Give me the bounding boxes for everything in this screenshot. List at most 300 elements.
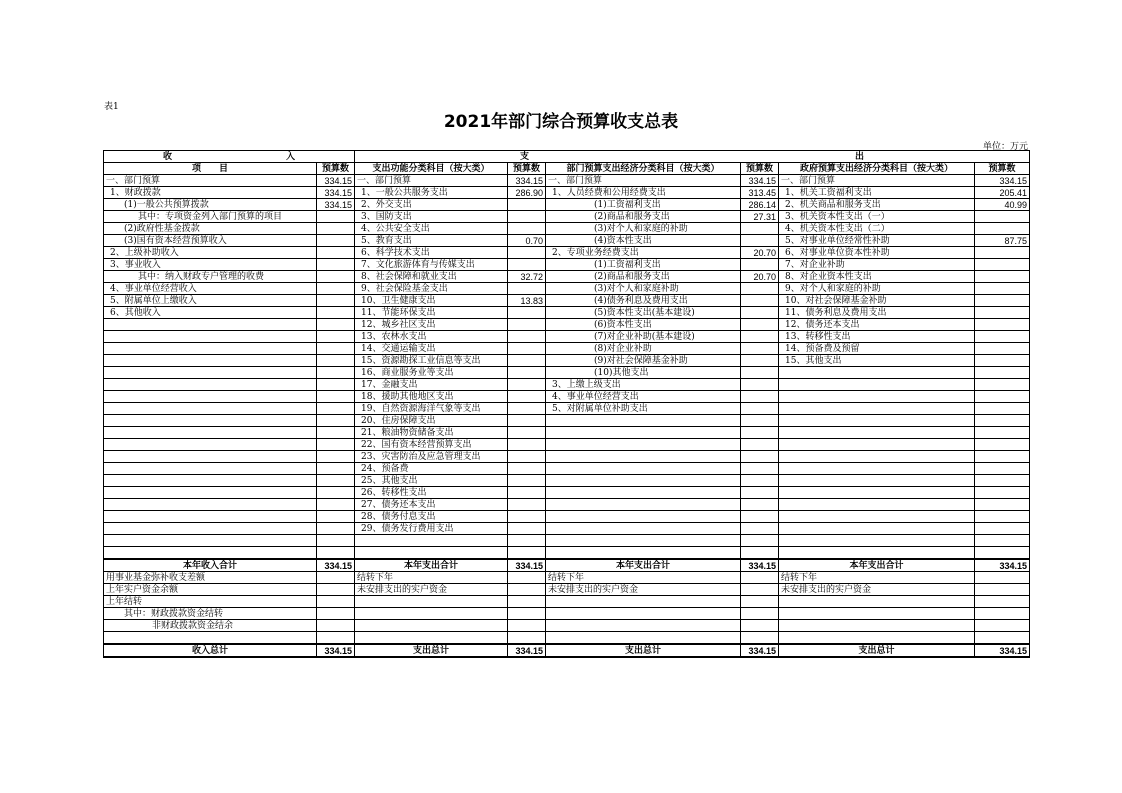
category-cell [104, 463, 317, 475]
budget-amount-cell [741, 307, 779, 319]
budget-amount-cell [317, 596, 355, 608]
category-cell: 结转下年 [355, 572, 508, 584]
category-cell: 19、自然资源海洋气象等支出 [355, 403, 508, 415]
table-row [104, 211, 1030, 223]
budget-amount-cell [317, 632, 355, 645]
table-row [104, 511, 1030, 523]
category-cell: 4、事业单位经营支出 [546, 391, 741, 403]
table-row [104, 620, 1030, 632]
budget-amount-cell [508, 439, 546, 451]
income-group-char-1: 收 [162, 151, 172, 162]
table-row [104, 584, 1030, 596]
category-cell: 10、对社会保障基金补助 [779, 295, 975, 307]
category-cell: 支出总计 [779, 644, 975, 657]
table-body [104, 175, 1030, 658]
budget-amount-cell: 334.15 [741, 644, 779, 657]
category-cell: 结转下年 [546, 572, 741, 584]
budget-amount-cell [741, 499, 779, 511]
category-cell: 15、资源勘探工业信息等支出 [355, 355, 508, 367]
budget-amount-cell [317, 343, 355, 355]
category-cell: (9)对社会保障基金补助 [546, 355, 741, 367]
budget-amount-cell [508, 343, 546, 355]
budget-amount-cell [975, 295, 1030, 307]
budget-amount-cell [975, 367, 1030, 379]
category-cell [104, 535, 317, 547]
category-cell [104, 343, 317, 355]
budget-amount-cell [741, 283, 779, 295]
category-cell: (2)商品和服务支出 [546, 211, 741, 223]
table-label: 表1 [104, 102, 119, 112]
category-cell: (1)工资福利支出 [546, 199, 741, 211]
unit-label: 单位：万元 [982, 142, 1028, 152]
budget-amount-cell [508, 463, 546, 475]
category-cell [104, 319, 317, 331]
category-cell: 1、财政拨款 [104, 187, 317, 199]
category-cell: (8)对企业补助 [546, 343, 741, 355]
budget-amount-cell [508, 247, 546, 259]
category-cell [779, 415, 975, 427]
category-cell: (2)政府性基金拨款 [104, 223, 317, 235]
budget-amount-cell [741, 463, 779, 475]
budget-amount-cell [975, 511, 1030, 523]
category-cell [546, 475, 741, 487]
budget-amount-cell: 40.99 [975, 199, 1030, 211]
budget-amount-cell [741, 427, 779, 439]
budget-amount-cell: 334.15 [317, 175, 355, 187]
budget-amount-cell [508, 199, 546, 211]
budget-amount-cell: 313.45 [741, 187, 779, 199]
budget-amount-cell [317, 608, 355, 620]
table-row [104, 199, 1030, 211]
budget-amount-cell [508, 584, 546, 596]
category-cell [104, 391, 317, 403]
budget-amount-cell: 334.15 [317, 559, 355, 572]
budget-amount-cell [317, 499, 355, 511]
budget-amount-cell [975, 355, 1030, 367]
budget-amount-cell [975, 283, 1030, 295]
category-cell: 9、对个人和家庭的补助 [779, 283, 975, 295]
table-row [104, 547, 1030, 560]
category-cell [779, 511, 975, 523]
budget-amount-cell [508, 403, 546, 415]
expense-group-char-1: 支 [520, 151, 530, 162]
category-cell [546, 463, 741, 475]
budget-amount-cell [741, 511, 779, 523]
budget-amount-cell [508, 499, 546, 511]
category-cell: 1、人员经费和公用经费支出 [546, 187, 741, 199]
category-cell [355, 547, 508, 560]
category-cell: 13、转移性支出 [779, 331, 975, 343]
category-cell [779, 632, 975, 645]
page-title: 2021年部门综合预算收支总表 [443, 112, 679, 132]
budget-amount-cell [508, 608, 546, 620]
category-cell: 23、灾害防治及应急管理支出 [355, 451, 508, 463]
budget-amount-cell [317, 620, 355, 632]
category-cell [779, 427, 975, 439]
budget-amount-cell [508, 211, 546, 223]
category-cell: 结转下年 [779, 572, 975, 584]
budget-amount-cell [317, 523, 355, 535]
category-cell: 一、部门预算 [104, 175, 317, 187]
category-cell: 14、交通运输支出 [355, 343, 508, 355]
budget-amount-cell [317, 547, 355, 560]
category-cell: 27、债务还本支出 [355, 499, 508, 511]
table-row [104, 415, 1030, 427]
category-cell [779, 463, 975, 475]
category-cell [546, 511, 741, 523]
category-header: 政府预算支出经济分类科目（按大类） [779, 163, 975, 175]
expense-group-header [355, 151, 1030, 163]
category-cell [355, 596, 508, 608]
budget-amount-cell [317, 295, 355, 307]
category-cell [779, 499, 975, 511]
budget-amount-cell: 334.15 [975, 175, 1030, 187]
table-row [104, 391, 1030, 403]
budget-amount-cell [741, 608, 779, 620]
category-cell: 4、事业单位经营收入 [104, 283, 317, 295]
category-cell: 3、机关资本性支出（一） [779, 211, 975, 223]
budget-amount-cell [317, 355, 355, 367]
category-cell: 一、部门预算 [779, 175, 975, 187]
category-cell: 13、农林水支出 [355, 331, 508, 343]
category-cell: 6、其他收入 [104, 307, 317, 319]
category-cell: (4)资本性支出 [546, 235, 741, 247]
budget-amount-cell [741, 487, 779, 499]
category-cell [104, 415, 317, 427]
category-cell: 其中：财政拨款资金结转 [104, 608, 317, 620]
budget-amount-cell [317, 451, 355, 463]
category-cell: 其中：专项资金列入部门预算的项目 [104, 211, 317, 223]
budget-amount-cell: 334.15 [508, 644, 546, 657]
budget-amount-cell: 0.70 [508, 235, 546, 247]
table-row [104, 247, 1030, 259]
category-cell [104, 511, 317, 523]
category-cell: 1、机关工资福利支出 [779, 187, 975, 199]
budget-amount-cell [508, 379, 546, 391]
budget-amount-cell: 334.15 [317, 187, 355, 199]
category-cell: 4、公共安全支出 [355, 223, 508, 235]
budget-amount-cell [508, 596, 546, 608]
category-cell [104, 439, 317, 451]
category-cell: 未安排支出的实户资金 [779, 584, 975, 596]
category-cell [104, 367, 317, 379]
budget-amount-cell [975, 584, 1030, 596]
category-cell [546, 535, 741, 547]
budget-amount-cell [741, 596, 779, 608]
budget-amount-cell [741, 319, 779, 331]
category-cell: 5、附属单位上缴收入 [104, 295, 317, 307]
budget-amount-cell [317, 415, 355, 427]
budget-amount-cell [508, 451, 546, 463]
category-cell [104, 475, 317, 487]
budget-amount-cell [317, 572, 355, 584]
budget-amount-cell [975, 415, 1030, 427]
table-row [104, 535, 1030, 547]
budget-amount-cell [508, 572, 546, 584]
budget-amount-cell [741, 620, 779, 632]
category-cell [104, 523, 317, 535]
budget-amount-cell [741, 451, 779, 463]
budget-amount-cell [508, 415, 546, 427]
budget-amount-cell [508, 487, 546, 499]
table-row [104, 271, 1030, 283]
budget-amount-cell [317, 283, 355, 295]
category-cell: 15、其他支出 [779, 355, 975, 367]
category-cell [779, 403, 975, 415]
budget-amount-cell [975, 307, 1030, 319]
budget-amount-cell [975, 391, 1030, 403]
budget-amount-cell: 13.83 [508, 295, 546, 307]
category-cell [546, 415, 741, 427]
budget-amount-cell [975, 247, 1030, 259]
category-cell: 21、粮油物资储备支出 [355, 427, 508, 439]
budget-amount-cell [317, 463, 355, 475]
budget-amount-cell: 20.70 [741, 247, 779, 259]
category-cell [779, 367, 975, 379]
budget-amount-cell [317, 211, 355, 223]
category-cell: 一、部门预算 [546, 175, 741, 187]
budget-amount-cell [508, 620, 546, 632]
category-cell: 上年实户资金余额 [104, 584, 317, 596]
category-cell [355, 608, 508, 620]
budget-amount-cell [975, 403, 1030, 415]
budget-amount-cell [508, 367, 546, 379]
category-cell: 4、机关资本性支出（二） [779, 223, 975, 235]
table-row [104, 379, 1030, 391]
category-cell [779, 608, 975, 620]
table-row [104, 596, 1030, 608]
budget-amount-cell: 334.15 [975, 644, 1030, 657]
budget-amount-cell [975, 608, 1030, 620]
category-cell: (10)其他支出 [546, 367, 741, 379]
budget-amount-cell [975, 475, 1030, 487]
budget-amount-cell [508, 535, 546, 547]
budget-amount-cell [741, 403, 779, 415]
budget-amount-header: 预算数 [317, 163, 355, 175]
budget-amount-cell [317, 259, 355, 271]
budget-amount-cell [508, 632, 546, 645]
category-cell [779, 523, 975, 535]
category-cell: 一、部门预算 [355, 175, 508, 187]
column-header-row [104, 163, 1030, 175]
budget-amount-cell: 286.14 [741, 199, 779, 211]
budget-amount-cell [975, 343, 1030, 355]
category-cell: (3)对个人和家庭补助 [546, 283, 741, 295]
budget-amount-header: 预算数 [975, 163, 1030, 175]
budget-amount-cell: 286.90 [508, 187, 546, 199]
category-cell: 6、科学技术支出 [355, 247, 508, 259]
budget-amount-cell [975, 439, 1030, 451]
table-row [104, 451, 1030, 463]
table-row [104, 295, 1030, 307]
budget-amount-cell [975, 223, 1030, 235]
category-cell: (6)资本性支出 [546, 319, 741, 331]
budget-amount-cell [508, 331, 546, 343]
budget-amount-cell: 27.31 [741, 211, 779, 223]
income-group-header [104, 151, 355, 163]
category-cell: 其中：纳入财政专户管理的收费 [104, 271, 317, 283]
budget-amount-cell [508, 475, 546, 487]
table-row [104, 367, 1030, 379]
category-cell: 6、对事业单位资本性补助 [779, 247, 975, 259]
category-cell: 支出总计 [546, 644, 741, 657]
category-cell: 17、金融支出 [355, 379, 508, 391]
category-cell [546, 608, 741, 620]
category-cell: 18、援助其他地区支出 [355, 391, 508, 403]
category-cell [546, 547, 741, 560]
category-cell [104, 427, 317, 439]
budget-amount-cell [741, 632, 779, 645]
table-row [104, 223, 1030, 235]
budget-amount-cell [741, 379, 779, 391]
budget-amount-cell: 334.15 [508, 559, 546, 572]
category-cell: 上年结转 [104, 596, 317, 608]
budget-amount-cell: 334.15 [317, 644, 355, 657]
category-cell: 5、对事业单位经常性补助 [779, 235, 975, 247]
category-cell: 28、债务付息支出 [355, 511, 508, 523]
category-cell [546, 427, 741, 439]
budget-amount-cell [508, 511, 546, 523]
budget-amount-cell [317, 511, 355, 523]
category-cell: 12、城乡社区支出 [355, 319, 508, 331]
budget-amount-cell [508, 223, 546, 235]
budget-amount-cell [741, 355, 779, 367]
budget-amount-cell [508, 259, 546, 271]
category-cell [546, 451, 741, 463]
category-cell: 5、对附属单位补助支出 [546, 403, 741, 415]
category-header: 项 目 [104, 163, 317, 175]
table-row [104, 523, 1030, 535]
category-cell: 7、文化旅游体育与传媒支出 [355, 259, 508, 271]
category-cell [104, 379, 317, 391]
category-cell: (2)商品和服务支出 [546, 271, 741, 283]
table-row [104, 487, 1030, 499]
budget-amount-cell [317, 307, 355, 319]
table-row [104, 259, 1030, 271]
category-cell [355, 535, 508, 547]
expense-group-char-2: 出 [855, 151, 865, 162]
budget-amount-cell [317, 584, 355, 596]
budget-amount-cell [741, 391, 779, 403]
table-row [104, 355, 1030, 367]
budget-amount-cell [317, 439, 355, 451]
category-cell [104, 547, 317, 560]
budget-amount-cell [317, 331, 355, 343]
group-header-row [104, 151, 1030, 163]
category-cell [104, 499, 317, 511]
table-row [104, 187, 1030, 199]
category-cell [546, 523, 741, 535]
category-cell: 未安排支出的实户资金 [355, 584, 508, 596]
budget-amount-cell: 205.41 [975, 187, 1030, 199]
category-cell: (3)对个人和家庭的补助 [546, 223, 741, 235]
category-header: 部门预算支出经济分类科目（按大类） [546, 163, 741, 175]
category-cell [546, 632, 741, 645]
category-cell: 3、国防支出 [355, 211, 508, 223]
budget-amount-cell [975, 632, 1030, 645]
budget-amount-cell [317, 367, 355, 379]
category-cell [104, 355, 317, 367]
category-cell [779, 535, 975, 547]
category-cell [546, 499, 741, 511]
budget-amount-cell: 334.15 [741, 175, 779, 187]
budget-amount-cell [975, 379, 1030, 391]
budget-amount-cell [975, 487, 1030, 499]
category-cell: (7)对企业补助(基本建设) [546, 331, 741, 343]
budget-amount-cell [741, 547, 779, 560]
category-cell: 本年收入合计 [104, 559, 317, 572]
budget-amount-cell [975, 331, 1030, 343]
budget-amount-cell [508, 319, 546, 331]
category-cell: 未安排支出的实户资金 [546, 584, 741, 596]
table-row [104, 283, 1030, 295]
category-cell: 本年支出合计 [355, 559, 508, 572]
category-cell [779, 379, 975, 391]
budget-amount-cell [508, 547, 546, 560]
budget-amount-cell [741, 367, 779, 379]
budget-amount-cell: 334.15 [975, 559, 1030, 572]
category-cell: (4)债务利息及费用支出 [546, 295, 741, 307]
category-cell: 1、一般公共服务支出 [355, 187, 508, 199]
budget-amount-cell: 20.70 [741, 271, 779, 283]
category-cell [104, 403, 317, 415]
category-cell [779, 439, 975, 451]
category-cell: 10、卫生健康支出 [355, 295, 508, 307]
category-cell [546, 439, 741, 451]
budget-amount-cell [317, 391, 355, 403]
budget-amount-cell [508, 355, 546, 367]
table-row [104, 235, 1030, 247]
table-row [104, 439, 1030, 451]
category-cell [104, 632, 317, 645]
category-cell: 8、社会保障和就业支出 [355, 271, 508, 283]
budget-amount-cell [508, 427, 546, 439]
budget-amount-cell [317, 403, 355, 415]
budget-amount-cell [317, 535, 355, 547]
category-cell [779, 391, 975, 403]
budget-amount-cell [317, 475, 355, 487]
budget-amount-cell [508, 523, 546, 535]
table-row [104, 475, 1030, 487]
category-cell [546, 620, 741, 632]
budget-amount-cell: 87.75 [975, 235, 1030, 247]
budget-amount-cell [975, 259, 1030, 271]
table-row [104, 403, 1030, 415]
budget-amount-cell [508, 391, 546, 403]
category-cell [355, 620, 508, 632]
category-cell [546, 487, 741, 499]
table-row [104, 463, 1030, 475]
table-row [104, 499, 1030, 511]
budget-amount-cell [741, 331, 779, 343]
budget-amount-cell [975, 499, 1030, 511]
budget-table [103, 150, 1030, 658]
table-row [104, 331, 1030, 343]
category-cell: (3)国有资本经营预算收入 [104, 235, 317, 247]
category-cell: 11、债务利息及费用支出 [779, 307, 975, 319]
budget-amount-cell [975, 535, 1030, 547]
income-group-char-2: 入 [285, 151, 295, 162]
category-cell: 12、债务还本支出 [779, 319, 975, 331]
budget-amount-header: 预算数 [741, 163, 779, 175]
table-row [104, 572, 1030, 584]
table-row [104, 343, 1030, 355]
category-cell: 3、上缴上级支出 [546, 379, 741, 391]
budget-amount-cell [975, 620, 1030, 632]
category-cell: 26、转移性支出 [355, 487, 508, 499]
category-header: 支出功能分类科目（按大类） [355, 163, 508, 175]
category-cell: 20、住房保障支出 [355, 415, 508, 427]
